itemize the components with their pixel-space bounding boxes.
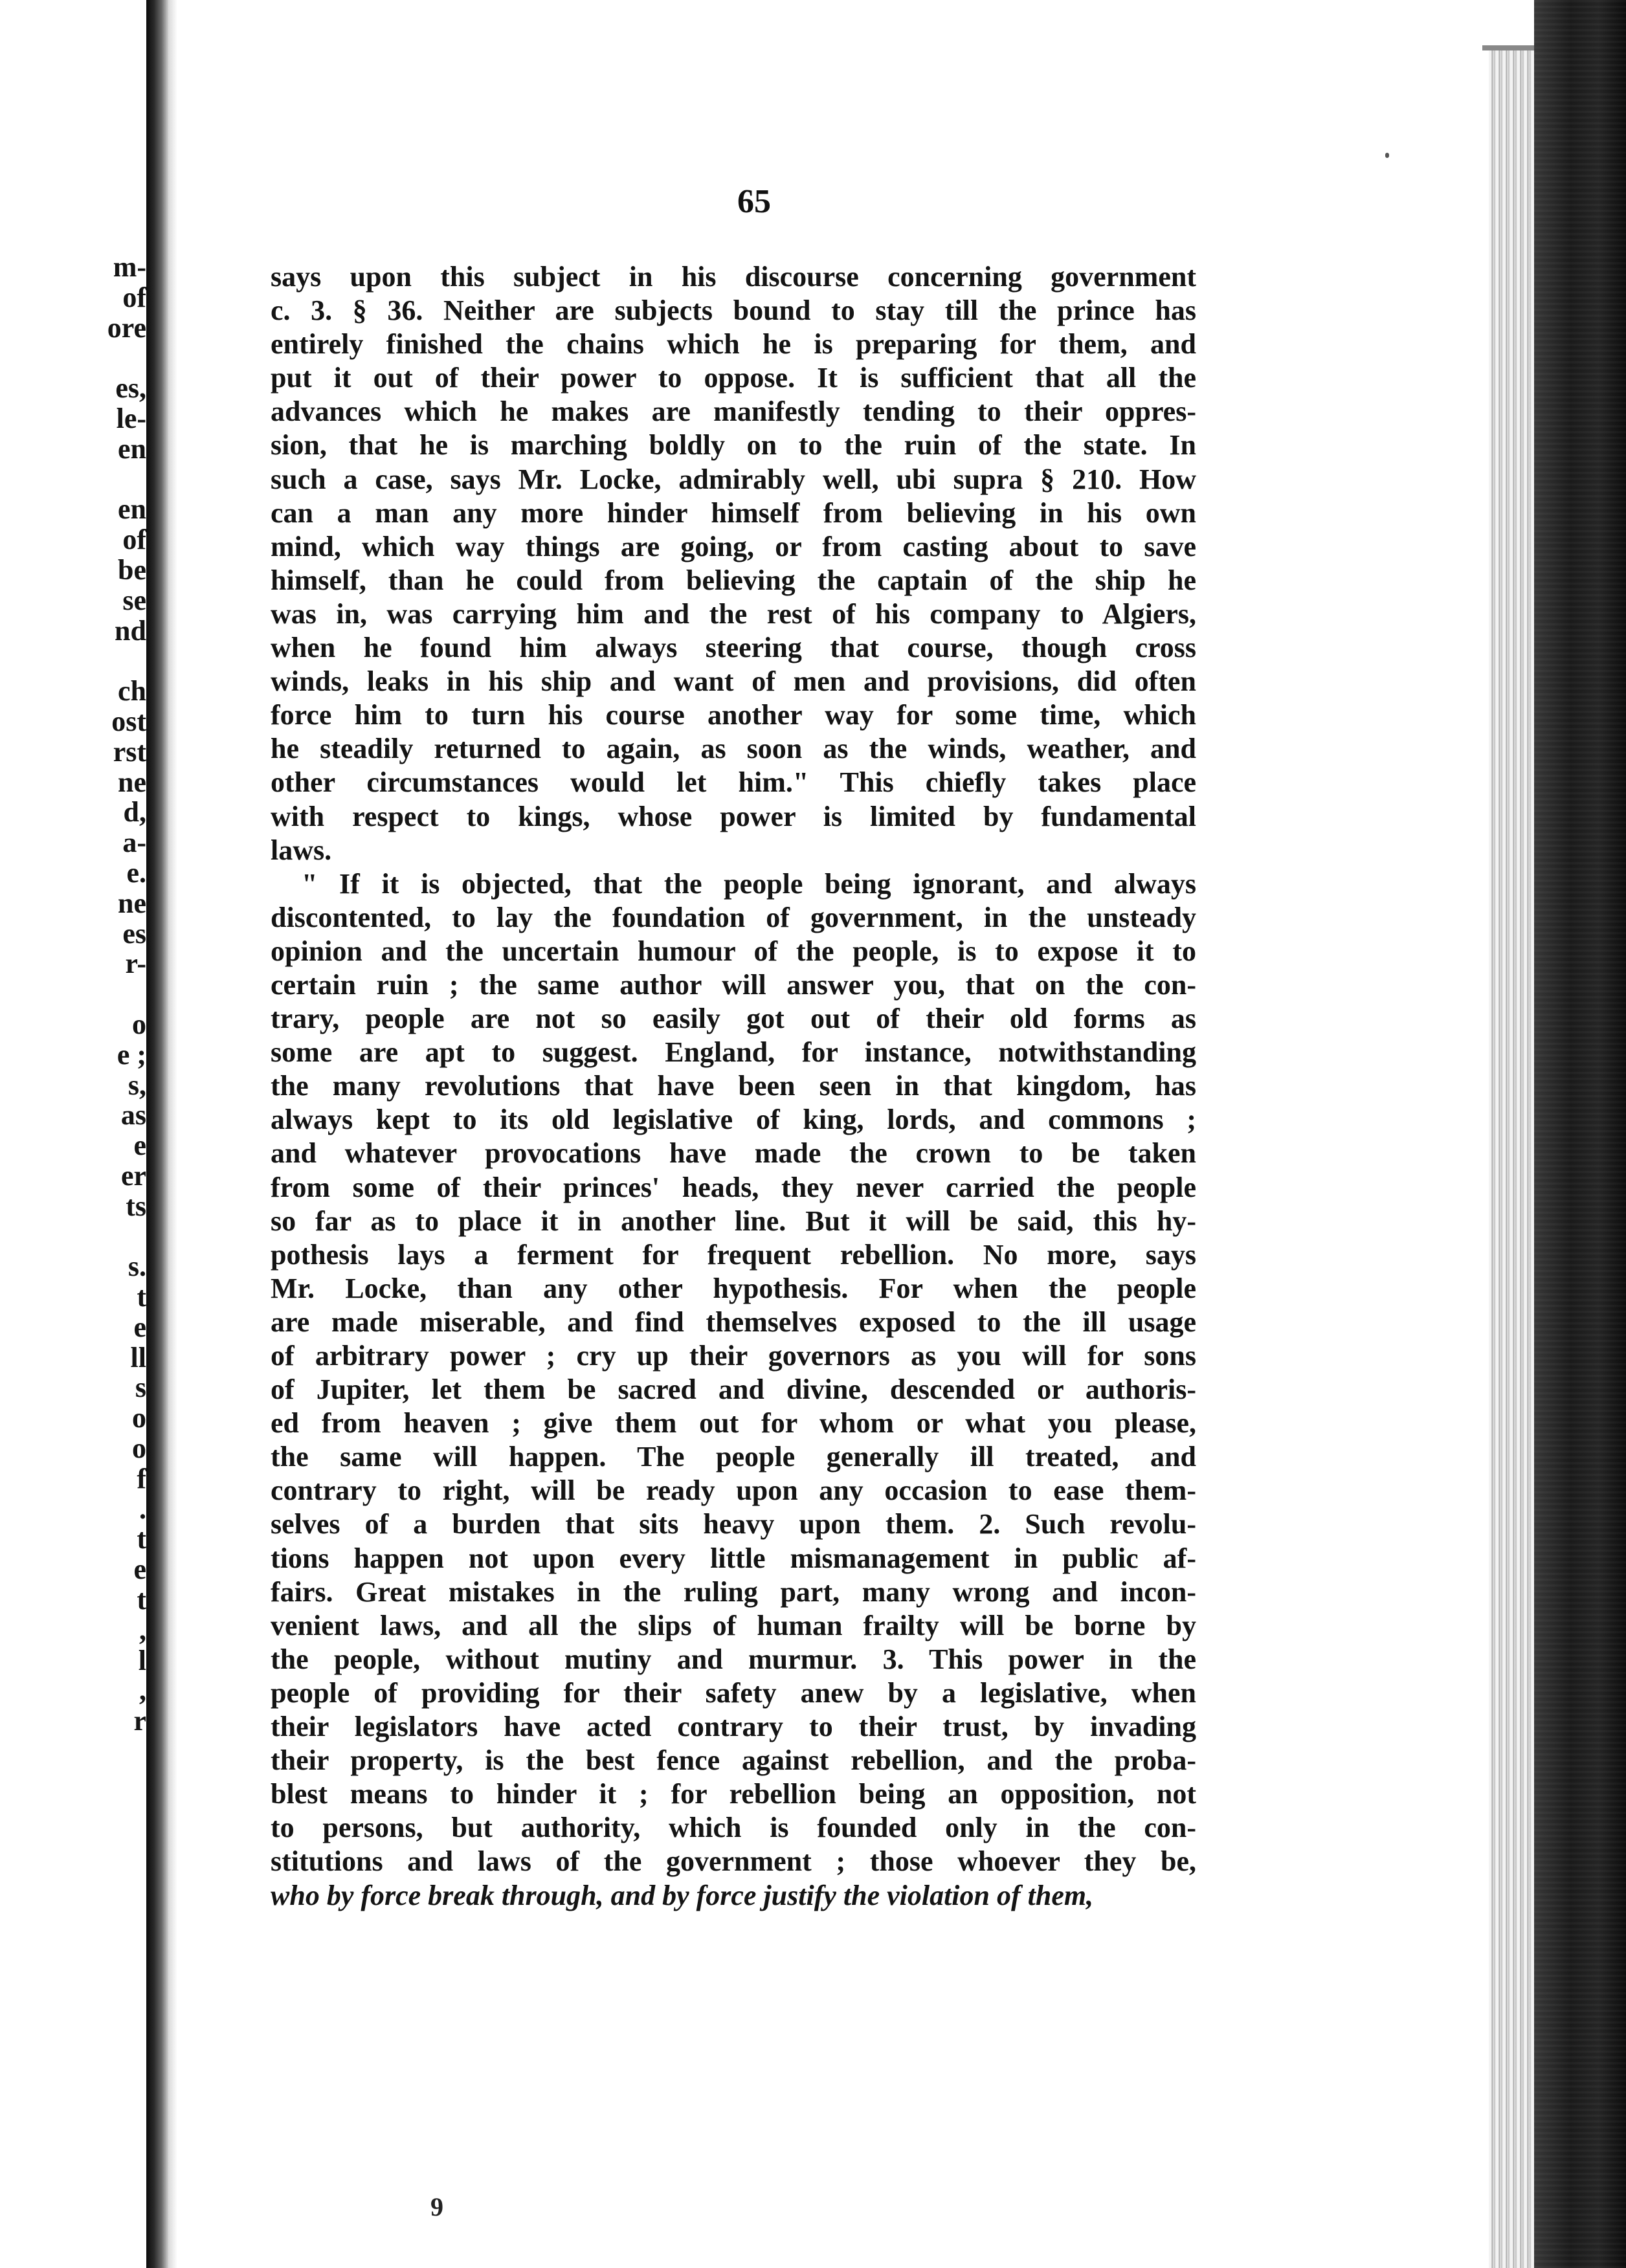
previous-page-line-fragment: es	[122, 918, 146, 950]
previous-page-line-fragment: r-	[125, 949, 146, 980]
previous-page-line-fragment: e	[133, 1312, 146, 1343]
previous-page-line-fragment: as	[120, 1100, 146, 1131]
text-line: sion, that he is marching boldly on to the ruin of the state. In	[271, 429, 1196, 461]
previous-page-line-fragment: ore	[107, 313, 146, 344]
text-line: always kept to its old legislative of king, lords, and commons ;	[271, 1104, 1196, 1136]
gutter-shadow	[168, 0, 177, 2268]
text-line: other circumstances would let him." This chiefly takes place	[271, 766, 1196, 799]
page-edges	[1489, 45, 1534, 2268]
text-line: put it out of their power to oppose. It is sufficient that all the	[271, 362, 1196, 394]
text-line: and whatever provocations have made the crown to be taken	[271, 1137, 1196, 1170]
text-line: selves of a burden that sits heavy upon them. 2. Such revolu-	[271, 1508, 1196, 1540]
text-line: entirely finished the chains which he is preparing for them, and	[271, 328, 1196, 361]
text-line: people of providing for their safety anew by a legislative, when	[271, 1676, 1196, 1709]
text-line: the many revolutions that have been seen in that kingdom, has	[271, 1070, 1196, 1102]
previous-page-line-fragment: ts	[126, 1191, 146, 1222]
text-line: who by force break through, and by force justify the violation of them,	[271, 1879, 1094, 1911]
text-line: tions happen not upon every little mismanagement in public af-	[271, 1542, 1196, 1574]
previous-page-line-fragment: e	[133, 1555, 146, 1586]
page-number: 65	[737, 183, 771, 220]
previous-page-line-fragment: e.	[126, 858, 146, 889]
previous-page-line-fragment: ne	[118, 888, 146, 919]
text-line: with respect to kings, whose power is limited by fundamental	[271, 800, 1196, 832]
text-line: are made miserable, and find themselves exposed to the ill usage	[271, 1306, 1196, 1338]
previous-page-line-fragment: o	[132, 1009, 146, 1040]
previous-page-line-fragment: t	[137, 1585, 146, 1616]
previous-page-line-fragment: t	[137, 1524, 146, 1555]
text-line: pothesis lays a ferment for frequent rebellion. No more, says	[271, 1238, 1196, 1271]
signature-mark: 9	[430, 2192, 443, 2221]
text-line: stitutions and laws of the government ; those whoever they be,	[271, 1845, 1196, 1878]
previous-page-line-fragment: se	[122, 585, 146, 616]
previous-page-line-fragment: nd	[115, 616, 146, 647]
page-edges-top	[1482, 45, 1534, 50]
text-line: such a case, says Mr. Locke, admirably well, ubi supra § 210. How	[271, 463, 1196, 495]
previous-page-line-fragment: a-	[122, 828, 146, 858]
text-line: c. 3. § 36. Neither are subjects bound to stay till the prince has	[271, 295, 1196, 327]
previous-page-line-fragment: o	[132, 1403, 146, 1434]
previous-page-line-fragment: of	[122, 282, 146, 313]
previous-page-line-fragment: rst	[113, 737, 146, 768]
text-line: to persons, but authority, which is founded only in the con-	[271, 1812, 1196, 1844]
text-line: force him to turn his course another way for some time, which	[271, 699, 1196, 731]
text-line: mind, which way things are going, or from casting about to save	[271, 530, 1196, 562]
previous-page-line-fragment: l	[138, 1645, 146, 1676]
previous-page-line-fragment: be	[118, 555, 146, 586]
text-line: fairs. Great mistakes in the ruling part, many wrong and incon-	[271, 1575, 1196, 1608]
text-line: opinion and the uncertain humour of the people, is to expose it to	[271, 935, 1196, 967]
previous-page-line-fragment	[0, 1222, 146, 1252]
previous-page-line-fragment: le-	[116, 403, 146, 434]
previous-page-line-fragment: m-	[113, 252, 146, 283]
book-gutter	[146, 0, 168, 2268]
text-line: from some of their princes' heads, they never carried the people	[271, 1171, 1196, 1203]
previous-page-text-fragments	[0, 252, 146, 1737]
text-line: their property, is the best fence against rebellion, and the proba-	[271, 1744, 1196, 1777]
text-line: discontented, to lay the foundation of government, in the unsteady	[271, 901, 1196, 933]
previous-page-line-fragment: ost	[111, 706, 146, 737]
text-line: of arbitrary power ; cry up their governors as you will for sons	[271, 1340, 1196, 1372]
text-line: advances which he makes are manifestly tending to their oppres-	[271, 395, 1196, 428]
previous-page-line-fragment: ne	[118, 767, 146, 798]
text-line: ed from heaven ; give them out for whom or what you please,	[271, 1407, 1196, 1440]
previous-page-line-fragment: t	[137, 1282, 146, 1313]
body-text	[271, 260, 1196, 1913]
previous-page-line-fragment: er	[120, 1161, 146, 1192]
text-line: himself, than he could from believing the captain of the ship he	[271, 564, 1196, 596]
text-line: he steadily returned to again, as soon as the winds, weather, and	[271, 733, 1196, 765]
previous-page-line-fragment	[0, 343, 146, 373]
previous-page-line-fragment: ,	[139, 1676, 146, 1707]
text-line: their legislators have acted contrary to their trust, by invading	[271, 1711, 1196, 1743]
previous-page-line-fragment: e	[133, 1131, 146, 1161]
text-line: can a man any more hinder himself from believing in his own	[271, 496, 1196, 529]
text-line: some are apt to suggest. England, for instance, notwithstanding	[271, 1036, 1196, 1069]
previous-page-line-fragment: of	[122, 525, 146, 555]
text-line: contrary to right, will be ready upon any occasion to ease them-	[271, 1474, 1196, 1507]
previous-page-line-fragment	[0, 646, 146, 676]
text-line: Mr. Locke, than any other hypothesis. For when the people	[271, 1272, 1196, 1304]
previous-page-line-fragment: s	[135, 1373, 146, 1404]
previous-page-line-fragment: f	[137, 1463, 146, 1495]
text-line: blest means to hinder it ; for rebellion being an opposition, not	[271, 1778, 1196, 1810]
previous-page-line-fragment: en	[118, 434, 146, 465]
text-line: venient laws, and all the slips of human frailty will be borne by	[271, 1609, 1196, 1641]
previous-page	[0, 0, 150, 2268]
previous-page-line-fragment: en	[118, 495, 146, 526]
text-line: winds, leaks in his ship and want of men and provisions, did often	[271, 665, 1196, 698]
previous-page-line-fragment: o	[132, 1434, 146, 1464]
previous-page-line-fragment: es,	[115, 373, 146, 404]
previous-page-line-fragment: ll	[130, 1342, 146, 1373]
text-line: certain ruin ; the same author will answer you, that on the con-	[271, 968, 1196, 1001]
previous-page-line-fragment	[0, 465, 146, 495]
text-line: says upon this subject in his discourse concerning government	[271, 261, 1196, 293]
text-line: " If it is objected, that the people being ignorant, and always	[302, 867, 1196, 900]
previous-page-line-fragment: .	[139, 1494, 146, 1525]
previous-page-line-fragment	[0, 979, 146, 1010]
previous-page-line-fragment: e ;	[117, 1040, 146, 1071]
previous-page-line-fragment: d,	[123, 797, 146, 828]
text-line: trary, people are not so easily got out of their old forms as	[271, 1003, 1196, 1035]
text-line: so far as to place it in another line. But it will be said, this hy-	[271, 1205, 1196, 1237]
previous-page-line-fragment: s.	[128, 1252, 146, 1283]
text-line: of Jupiter, let them be sacred and divine, descended or authoris-	[271, 1373, 1196, 1406]
previous-page-line-fragment: r	[133, 1706, 146, 1737]
paper-speck	[1385, 153, 1389, 158]
book-cover-texture	[1534, 0, 1626, 2268]
text-line: laws.	[271, 834, 332, 866]
text-line: was in, was carrying him and the rest of his company to Algiers,	[271, 597, 1196, 630]
text-line: the same will happen. The people generally ill treated, and	[271, 1441, 1196, 1473]
text-line: when he found him always steering that course, though cross	[271, 632, 1196, 664]
previous-page-line-fragment: ch	[118, 676, 146, 707]
previous-page-line-fragment: ,	[139, 1615, 146, 1646]
text-line: the people, without mutiny and murmur. 3. This power in the	[271, 1643, 1196, 1675]
previous-page-line-fragment: s,	[128, 1070, 146, 1101]
